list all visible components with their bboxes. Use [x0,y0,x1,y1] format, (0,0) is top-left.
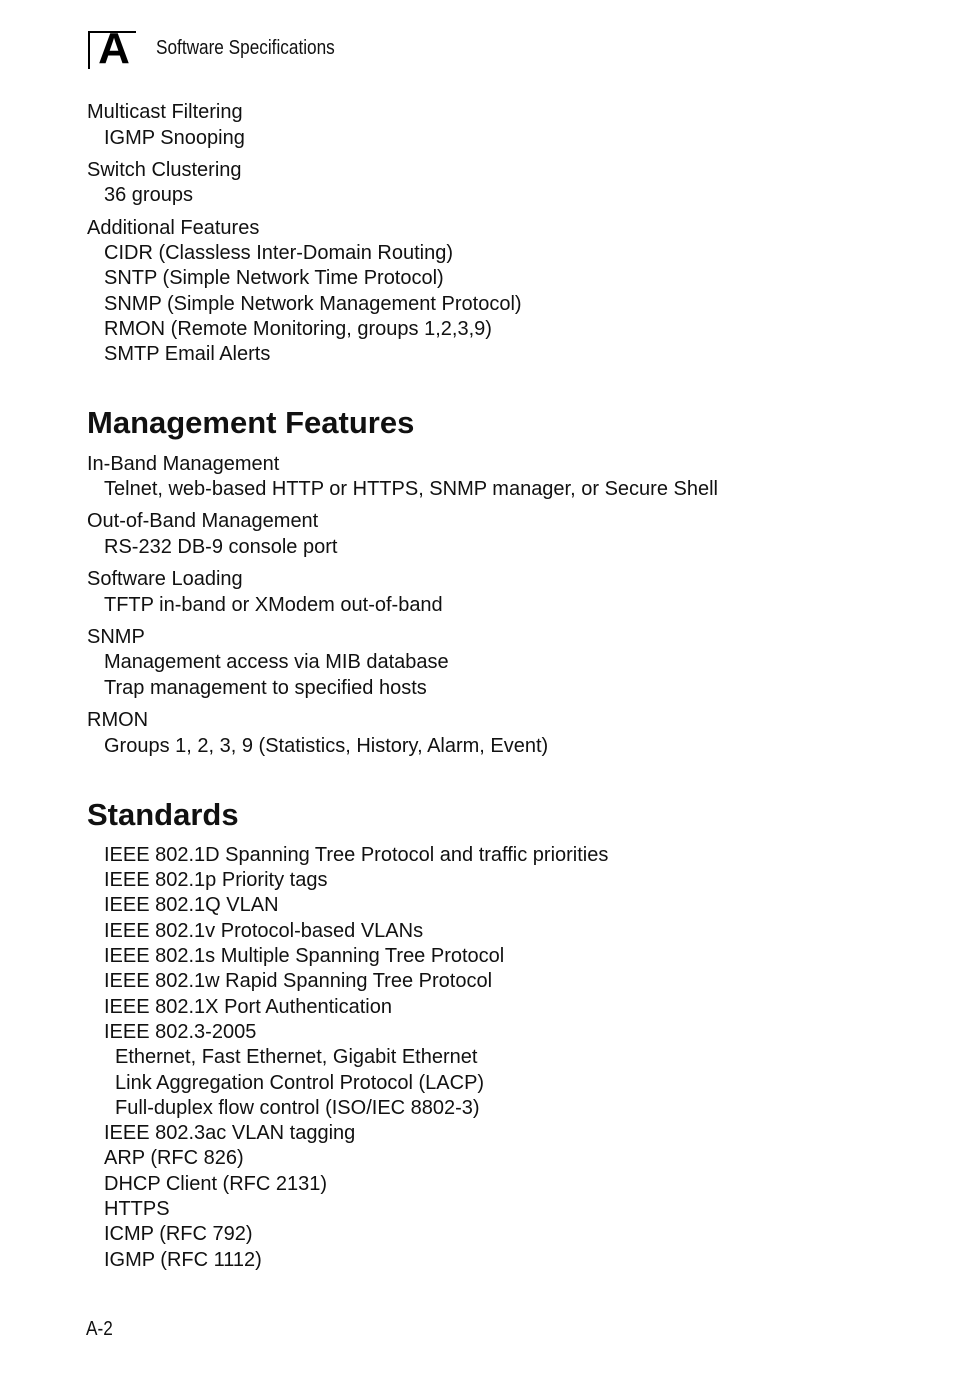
standard-item: IGMP (RFC 1112) [104,1248,262,1271]
standard-subitem: Full-duplex flow control (ISO/IEC 8802-3) [115,1096,480,1119]
spec-item: Telnet, web-based HTTP or HTTPS, SNMP manager, or Secure Shell [104,478,718,501]
spec-group [87,216,907,368]
standard-subitem: Ethernet, Fast Ethernet, Gigabit Ethernet [115,1046,478,1069]
spec-term: Switch Clustering [87,158,242,181]
standard-item: ARP (RFC 826) [104,1147,244,1170]
spec-item: SNMP (Simple Network Management Protocol) [104,292,522,315]
standard-item: IEEE 802.1Q VLAN [104,894,279,917]
standard-item: IEEE 802.1s Multiple Spanning Tree Protocol [104,945,505,968]
standard-item: IEEE 802.1p Priority tags [104,869,328,892]
spec-group [87,100,907,151]
spec-item: SNTP (Simple Network Time Protocol) [104,267,444,290]
standard-item: IEEE 802.1X Port Authentication [104,995,392,1018]
standard-item: IEEE 802.1v Protocol-based VLANs [104,919,424,942]
spec-item: CIDR (Classless Inter-Domain Routing) [104,242,453,265]
spec-term: Out-of-Band Management [87,510,319,533]
standard-item: HTTPS [104,1198,170,1221]
spec-term: RMON [87,709,149,732]
chapter-letter: A [98,24,130,73]
standard-item: IEEE 802.3-2005 [104,1020,257,1043]
spec-item: Groups 1, 2, 3, 9 (Statistics, History, Alarm, Event) [104,734,549,757]
standard-item: IEEE 802.1w Rapid Spanning Tree Protocol [104,970,493,993]
spec-term: Software Loading [87,568,243,591]
spec-item: TFTP in-band or XModem out-of-band [104,593,443,616]
spec-term: In-Band Management [87,452,280,475]
spec-group [87,509,907,560]
spec-term: Additional Features [87,216,260,239]
section-heading-standards: Standards [87,796,239,832]
standard-item: ICMP (RFC 792) [104,1223,253,1246]
spec-term: Multicast Filtering [87,101,243,123]
standard-item: IEEE 802.3ac VLAN tagging [104,1122,356,1145]
standards-list [87,843,907,1273]
standard-item: DHCP Client (RFC 2131) [104,1172,328,1195]
spec-item: RMON (Remote Monitoring, groups 1,2,3,9) [104,317,492,340]
running-header-title: Software Specifications [156,37,335,59]
spec-item: Management access via MIB database [104,651,449,674]
standard-item: IEEE 802.1D Spanning Tree Protocol and traffic priorities [104,843,609,866]
spec-item: Trap management to specified hosts [104,676,427,699]
standard-subitem: Link Aggregation Control Protocol (LACP) [115,1071,485,1094]
spec-item: IGMP Snooping [104,126,245,149]
page-number: A-2 [86,1318,113,1340]
spec-group [87,708,907,759]
spec-item: SMTP Email Alerts [104,343,271,366]
spec-group [87,452,907,503]
spec-group [87,567,907,618]
spec-item: RS-232 DB-9 console port [104,535,338,558]
spec-group [87,158,907,209]
page-content [87,100,907,1273]
section-heading-management: Management Features [87,404,415,440]
spec-item: 36 groups [104,184,193,207]
spec-term: SNMP [87,625,145,648]
spec-group [87,625,907,701]
